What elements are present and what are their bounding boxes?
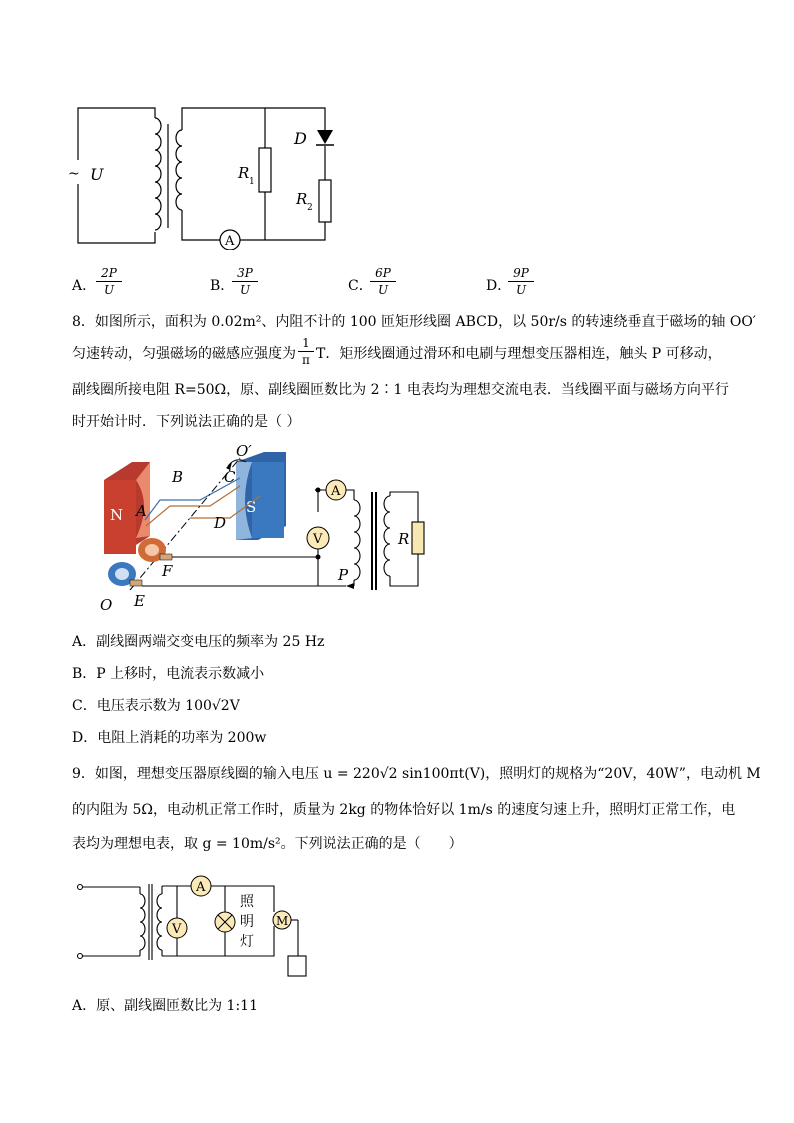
q9-voltmeter-label: V (172, 922, 182, 937)
q7-diode-label: D (294, 129, 307, 148)
q9-lamp-label-2: 明 (240, 914, 254, 930)
q7-r1-subscript: 1 (249, 177, 255, 187)
q7-r2-subscript: 2 (307, 203, 313, 213)
q8-field-den: π (302, 353, 310, 367)
q7-circuit-diagram (60, 100, 360, 250)
q7-option-c-num: 6P (375, 266, 391, 280)
q9-ammeter-label: A (196, 880, 206, 895)
q7-r1-label: R (238, 164, 250, 182)
q9-stem-line-1: 9．如图，理想变压器原线圈的输入电压 u = 220√2 sin100πt(V)，照明灯的规格为“20V，40W”，电动机 M (72, 766, 761, 782)
q7-option-c-fraction (368, 266, 398, 297)
q7-option-a-fraction (94, 266, 124, 297)
q7-r2-label: R (296, 190, 308, 208)
q8-label-o: O (100, 596, 113, 614)
q8-stem-line-2b: T．矩形线圈通过滑环和电刷与理想变压器相连，触头 P 可移动， (316, 346, 722, 362)
q8-label-r: R (398, 530, 410, 548)
q8-label-a: A (136, 502, 147, 520)
q8-ammeter-label: A (331, 484, 341, 499)
q8-label-e: E (134, 592, 145, 610)
q7-option-b-num: 3P (237, 266, 253, 280)
q7-option-c-letter: C． (348, 278, 373, 294)
q8-option-d: D．电阻上消耗的功率为 200w (72, 730, 267, 746)
q8-voltmeter-label: V (313, 532, 323, 547)
q9-transformer-diagram (70, 872, 330, 982)
q9-lamp-label-3: 灯 (240, 934, 254, 950)
q8-label-o-prime: O′ (236, 442, 252, 460)
q9-stem-line-2: 的内阻为 5Ω，电动机正常工作时，质量为 2kg 的物体恰好以 1m/s 的速度匀速上升，照明灯正常工作，电 (72, 802, 736, 818)
q8-option-c: C．电压表示数为 100√2V (72, 698, 240, 714)
q7-option-b-fraction (230, 266, 260, 297)
q9-option-a: A．原、副线圈匝数比为 1:11 (72, 998, 258, 1014)
q8-label-c: C (224, 468, 236, 486)
q7-option-b-den: U (239, 283, 251, 297)
q8-label-b: B (172, 468, 184, 486)
q8-stem-line-3: 副线圈所接电阻 R=50Ω，原、副线圈匝数比为 2∶1 电表均为理想交流电表．当线圈平面与磁场方向平行 (72, 382, 729, 398)
q7-option-a-den: U (103, 283, 115, 297)
q7-option-b-letter: B． (210, 278, 235, 294)
q8-stem-line-2a: 匀速转动，匀强磁场的磁感应强度为 (72, 346, 296, 362)
q9-lamp-label-1: 照 (240, 894, 254, 910)
q8-stem-line-1: 8．如图所示，面积为 0.02m²、内阻不计的 100 匝矩形线圈 ABCD，以 50r/s 的转速绕垂直于磁场的轴 OO′ (72, 314, 756, 330)
q8-magnet-n-label: N (110, 506, 124, 524)
q7-option-d-letter: D． (486, 278, 512, 294)
q7-option-a-letter: A． (72, 278, 97, 294)
q7-source-tilde: ~ (68, 166, 80, 182)
q8-label-d: D (214, 514, 227, 532)
q9-stem-line-3: 表均为理想电表，取 g = 10m/s²。下列说法正确的是（ ） (72, 836, 463, 852)
q9-motor-label: M (276, 914, 289, 928)
q8-field-fraction (296, 336, 316, 367)
q7-source-label: U (90, 165, 104, 184)
q8-label-p: P (338, 566, 349, 584)
q8-stem-line-4: 时开始计时．下列说法正确的是（ ） (72, 414, 301, 430)
q7-option-d-num: 9P (513, 266, 529, 280)
q8-option-a: A．副线圈两端交变电压的频率为 25 Hz (72, 634, 325, 650)
q8-generator-diagram (90, 440, 440, 615)
q7-option-d-den: U (515, 283, 527, 297)
q8-field-num: 1 (302, 336, 310, 350)
q8-magnet-s-label: S (246, 498, 257, 516)
q7-option-c-den: U (377, 283, 389, 297)
q7-ammeter-label: A (225, 234, 235, 249)
q8-label-f: F (162, 562, 173, 580)
q7-option-a-num: 2P (101, 266, 117, 280)
q7-option-d-fraction (506, 266, 536, 297)
q8-option-b: B．P 上移时，电流表示数减小 (72, 666, 265, 682)
